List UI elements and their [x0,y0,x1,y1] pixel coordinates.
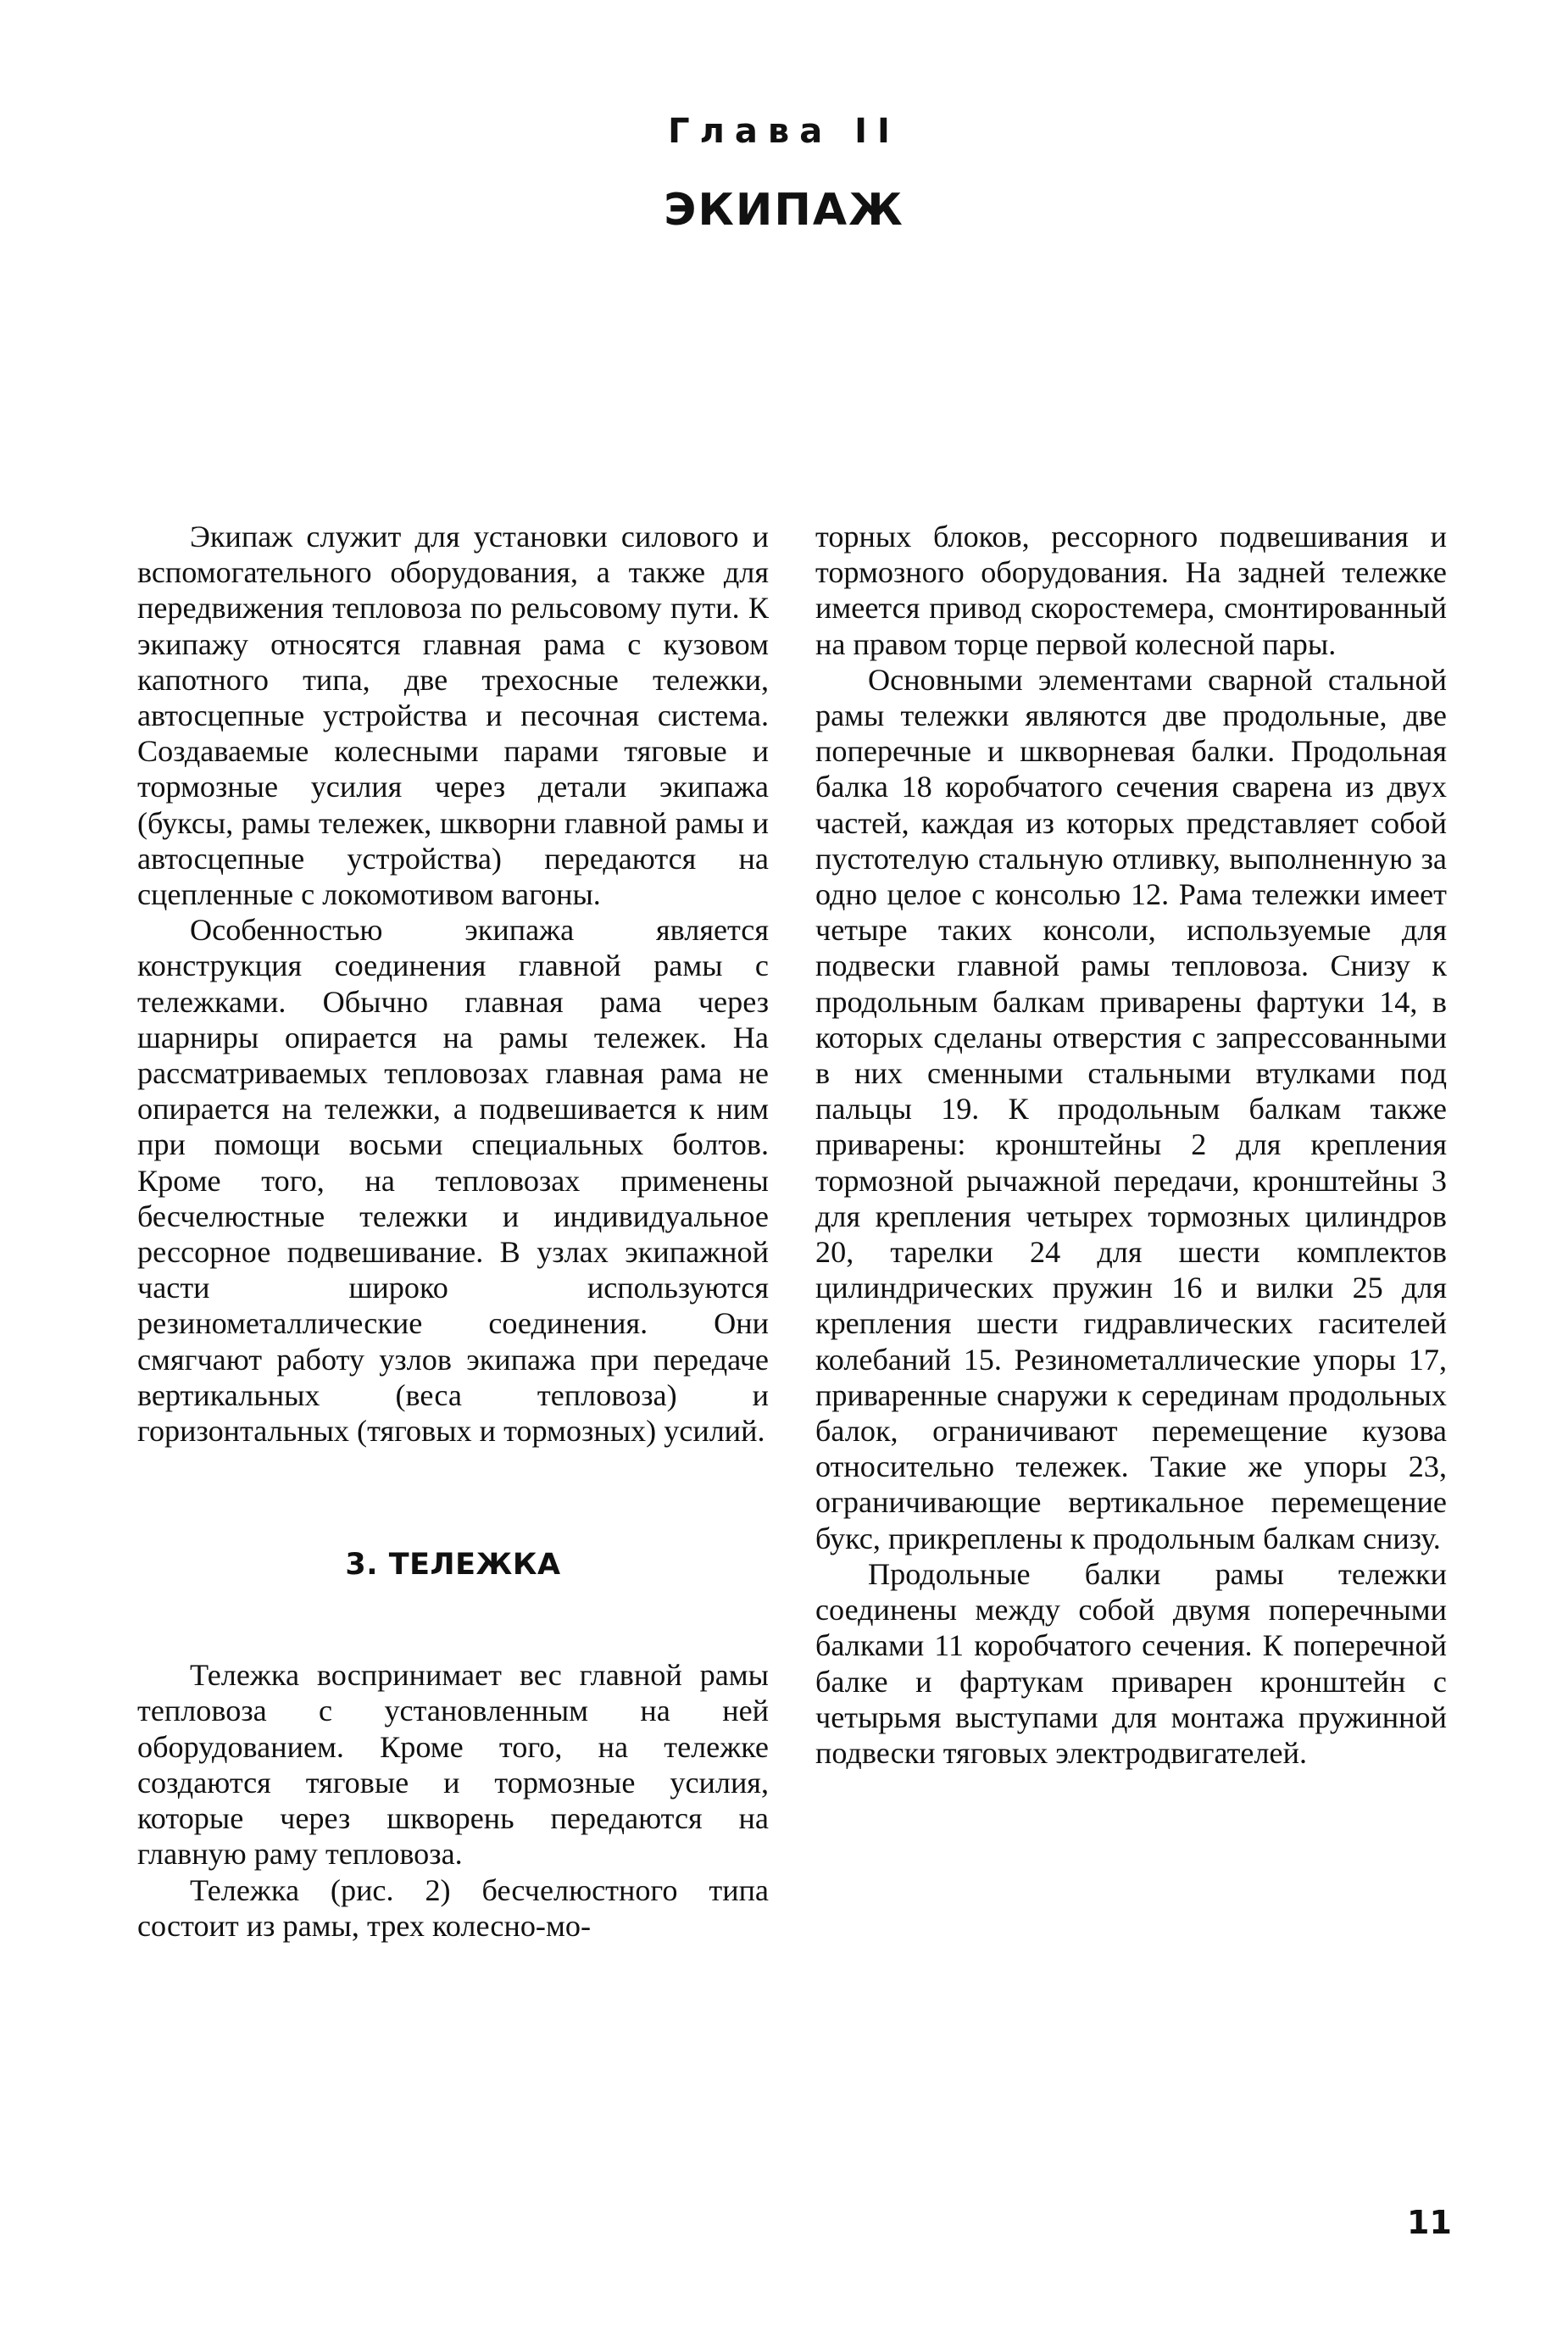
chapter-title: ЭКИПАЖ [664,185,904,236]
paragraph-bogie-load: Тележка воспринимает вес главной рамы тепловоза с установленным на ней оборудованием. Кроме того, на тележке создаются тяговые и тормозные усилия, которые через шкворень передаются на главную раму тепловоза. [137,1658,769,1872]
section-heading: 3. ТЕЛЕЖКА [345,1548,561,1583]
chapter-label: Глава II [668,112,900,151]
paragraph-feature: Особенностью экипажа является конструкция соединения главной рамы с тележками. Обычно главная рама через шарниры опирается на рамы тележек. На рассматриваемых тепловозах главная рама не опирается на тележки, а подвешивается к ним при помощи восьми специальных болтов. Кроме того, на тепловозах применены бесчелюстные тележки и индивидуальное рессорное подвешивание. В узлах экипажной части широко используются резинометаллические соединения. Они смягчают работу узлов экипажа при передаче вертикальных (веса тепловоза) и горизонтальных (тяговых и тормозных) усилий. [137,913,769,1449]
right-column [815,519,1447,1771]
paragraph-continuation: торных блоков, рессорного подвешивания и тормозного оборудования. На задней тележке имеется привод скоростемера, смонтированный на правом торце первой колесной пары. [815,520,1447,661]
paragraph-frame-elements: Основными элементами сварной стальной рамы тележки являются две продольные, две поперечные и шкворневая балки. Продольная балка 18 коробчатого сечения сварена из двух частей, каждая из которых представляет собой пустотелую стальную отливку, выполненную за одно целое с консолью 12. Рама тележки имеет четыре таких консоли, используемые для подвески главной рамы тепловоза. Снизу к продольным балкам приварены фартуки 14, в которых сделаны отверстия с запрессованными в них сменными стальными втулками под пальцы 19. К продольным балкам также приварены: кронштейны 2 для крепления тормозной рычажной передачи, кронштейны 3 для крепления четырех тормозных цилиндров 20, тарелки 24 для шести комплектов цилиндрических пружин 16 и вилки 25 для крепления шести гидравлических гасителей колебаний 15. Резинометаллические упоры 17, приваренные снаружи к серединам продольных балок, ограничивают перемещение кузова относительно тележек. Такие же упоры 23, ограничивающие вертикальное перемещение букс, прикреплены к продольным балкам снизу. [815,662,1447,1555]
paragraph-intro: Экипаж служит для установки силового и вспомогательного оборудования, а также для передвижения тепловоза по рельсовому пути. К экипажу относятся главная рама с кузовом капотного типа, две трехосные тележки, автосцепные устройства и песочная система. Создаваемые колесными парами тяговые и тормозные усилия через детали экипажа (буксы, рамы тележек, шкворни главной рамы и автосцепные устройства) передаются на сцепленные с локомотивом вагоны. [137,520,769,912]
left-column [137,519,769,1944]
paragraph-bogie-structure: Тележка (рис. 2) бесчелюстного типа состоит из рамы, трех колесно-мо- [137,1872,769,1943]
paragraph-cross-beams: Продольные балки рамы тележки соединены между собой двумя поперечными балками 11 коробчатого сечения. К поперечной балке и фартукам приварен кронштейн с четырьмя выступами для монтажа пружинной подвески тяговых электродвигателей. [815,1556,1447,1770]
page-number: 11 [1407,2204,1452,2241]
